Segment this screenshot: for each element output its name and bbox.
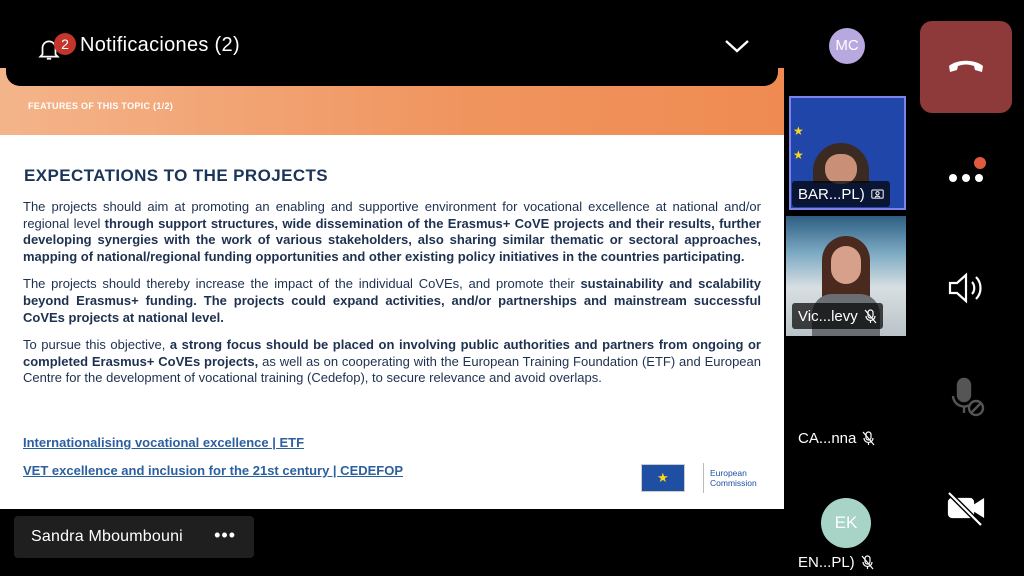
speaker-button[interactable] [940,262,992,314]
mic-off-icon [946,376,986,420]
slide-body [23,199,761,398]
screen-share-icon [871,187,884,202]
mic-off-icon [862,431,875,446]
presenter-name: Sandra Mboumbouni [31,528,183,545]
slide-paragraph: The projects should thereby increase the impact of the individual CoVEs, and promote their sustainability and scalability beyond Erasmus+ funding. The projects could expand activities, and/or partnerships and mainstream successful CoVEs projects at national level. [23,276,761,325]
notification-dot [974,157,986,169]
hang-up-button[interactable] [920,21,1012,113]
camera-button[interactable] [940,482,992,534]
mic-off-icon [864,309,877,324]
chevron-down-icon[interactable] [722,36,752,56]
shared-slide [0,68,784,509]
etf-link[interactable]: Internationalising vocational excellence | ETF [23,435,305,450]
speaker-icon [946,270,986,306]
participant-label-bar: BAR...PL) [792,181,890,207]
cedefop-link[interactable]: VET excellence and inclusion for the 21st century | CEDEFOP [23,463,404,478]
participant-label-vic: Vic...levy [792,303,883,329]
notification-title: Notificaciones (2) [80,34,240,56]
participant-avatar-ek[interactable]: EK [821,498,871,548]
notification-count-badge: 2 [54,33,76,55]
phone-hangup-icon [947,58,985,76]
eu-flag-icon [641,464,685,492]
more-icon [948,173,984,183]
participant-video-bar[interactable]: ★ ★ [789,96,906,210]
slide-title: EXPECTATIONS TO THE PROJECTS [24,166,329,185]
participant-label-en: EN...PL) [792,549,880,575]
mic-off-icon [861,555,874,570]
more-options-button[interactable]: ••• [214,525,236,545]
slide-paragraph: To pursue this objective, a strong focus should be placed on involving public authorities and partners from ongoing or completed Erasmus+ CoVEs projects, as well as on cooperating with the European Training Foundation (ETF) and European Centre for the development of vocational training (Cedefop), to secure relevance and avoid overlaps. [23,337,761,386]
slide-topic-label: FEATURES OF THIS TOPIC (1/2) [28,101,174,111]
participant-label-ca: CA...nna [792,425,881,451]
european-commission-logo: ★ European Commission [641,461,769,495]
presenter-name-tag [14,516,254,558]
notification-banner[interactable] [6,6,778,86]
video-off-icon [945,489,987,527]
slide-paragraph: The projects should aim at promoting an enabling and supportive environment for vocational excellence at national and/or regional level through support structures, wide dissemination of the Erasmus+ CoVE projects and their results, further developing synergies with the work of various stakeholders, also sharing similar thematic or sectoral approaches, mapping of national/regional funding opportunities and other existing policy initiatives in the countries participating. [23,199,761,264]
participant-avatar-mc[interactable]: MC [829,28,865,64]
microphone-button[interactable] [940,372,992,424]
